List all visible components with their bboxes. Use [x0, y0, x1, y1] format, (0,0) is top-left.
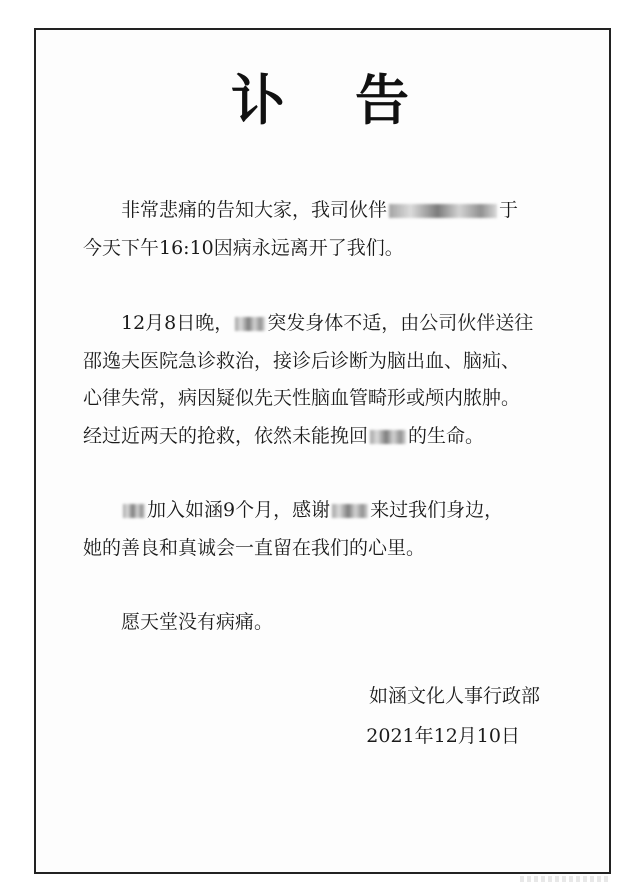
signature-department: 如涵文化人事行政部 — [368, 685, 540, 707]
paragraph-2 — [83, 305, 583, 455]
paragraph-3-line-1 — [83, 492, 583, 530]
paragraph-2-line-4 — [83, 418, 583, 456]
paragraph-1-text-b: 于 — [499, 199, 519, 221]
paragraph-2-line-1 — [83, 305, 583, 343]
paragraph-3-line-2: 她的善良和真诚会一直留在我们的心里。 — [83, 536, 426, 559]
paragraph-2-line-3: 心律失常，病因疑似先天性脑血管畸形或颅内脓肿。 — [83, 387, 521, 409]
paragraph-2-line-2: 邵逸夫医院急诊救治，接诊后诊断为脑出血、脑疝、 — [83, 349, 521, 372]
paragraph-1 — [83, 192, 583, 267]
paragraph-2-text-b: 突发身体不适，由公司伙伴送往 — [267, 312, 534, 334]
paragraph-4-line-1: 愿天堂没有病痛。 — [121, 611, 274, 633]
paragraph-2-text-d: 的生命。 — [408, 424, 485, 447]
paragraph-2-text-a: 12月8日晚， — [121, 312, 234, 334]
redacted-name — [389, 204, 497, 218]
paragraph-1-line-2: 今天下午16:10因病永远离开了我们。 — [83, 236, 404, 259]
paragraph-3 — [83, 492, 583, 567]
redacted-name — [332, 504, 368, 518]
notice-title: 讣告 — [231, 68, 479, 132]
redacted-name — [235, 317, 265, 331]
paragraph-2-text-c: 经过近两天的抢救，依然未能挽回 — [83, 424, 369, 447]
paragraph-3-text-a: 加入如涵9个月，感谢 — [147, 499, 331, 521]
paragraph-4 — [83, 604, 583, 642]
redacted-name — [370, 430, 406, 444]
signature-date: 2021年12月10日 — [366, 725, 520, 747]
paragraph-1-line-1 — [83, 192, 583, 230]
paragraph-3-text-b: 来过我们身边， — [370, 499, 504, 521]
watermark-strip — [520, 876, 610, 882]
redacted-name — [123, 504, 145, 518]
paragraph-1-text-a: 非常悲痛的告知大家，我司伙伴 — [121, 199, 388, 221]
